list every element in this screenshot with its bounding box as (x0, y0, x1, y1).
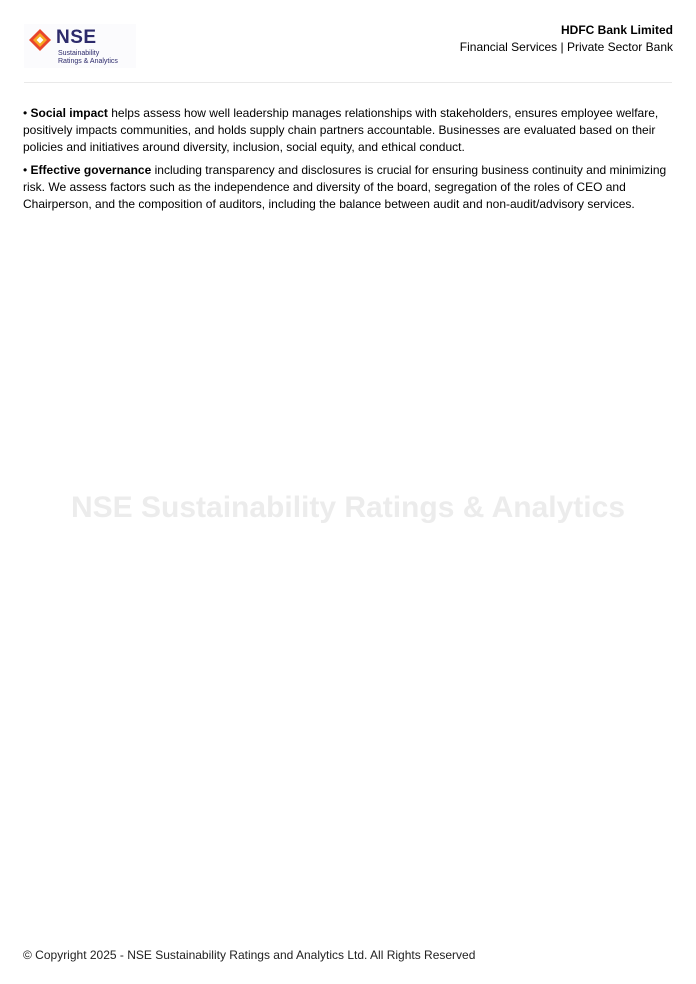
logo-subtitle-line2: Ratings & Analytics (58, 58, 118, 65)
term-social-impact: Social impact (30, 106, 108, 120)
page-header (0, 0, 696, 84)
company-name: HDFC Bank Limited (560, 23, 673, 37)
logo-title: NSE (56, 27, 97, 48)
logo-subtitle-line1: Sustainability (58, 50, 100, 57)
paragraph-text: helps assess how well leadership manages relationships with stakeholders, ensures employee welfare, positively impacts communities, and holds supply chain partners accountable. Businesses are evaluated based on their policies and initiatives around diversity, inclusion, social equity, and ethical conduct. (23, 106, 659, 154)
header-divider (24, 82, 672, 83)
paragraph-social-impact (23, 105, 675, 156)
company-sector: Financial Services | Private Sector Bank (459, 40, 673, 54)
bullet: • (23, 106, 28, 120)
nse-logo (24, 24, 136, 68)
term-effective-governance: Effective governance (30, 163, 152, 177)
body-content (23, 105, 675, 219)
paragraph-effective-governance (23, 162, 675, 213)
bullet: • (23, 163, 28, 177)
paragraph-text: including transparency and disclosures is crucial for ensuring business continuity and minimizing risk. We assess factors such as the independence and diversity of the board, segregation of the roles of CEO and Chairperson, and the composition of auditors, including the balance between audit and non-audit/advisory services. (23, 163, 667, 211)
company-info (460, 22, 673, 56)
nse-logo-mark-icon (28, 28, 52, 52)
footer-copyright: © Copyright 2025 - NSE Sustainability Ratings and Analytics Ltd. All Rights Reserved (23, 948, 476, 962)
watermark: NSE Sustainability Ratings & Analytics (70, 491, 626, 524)
logo-subtitle (58, 50, 118, 66)
